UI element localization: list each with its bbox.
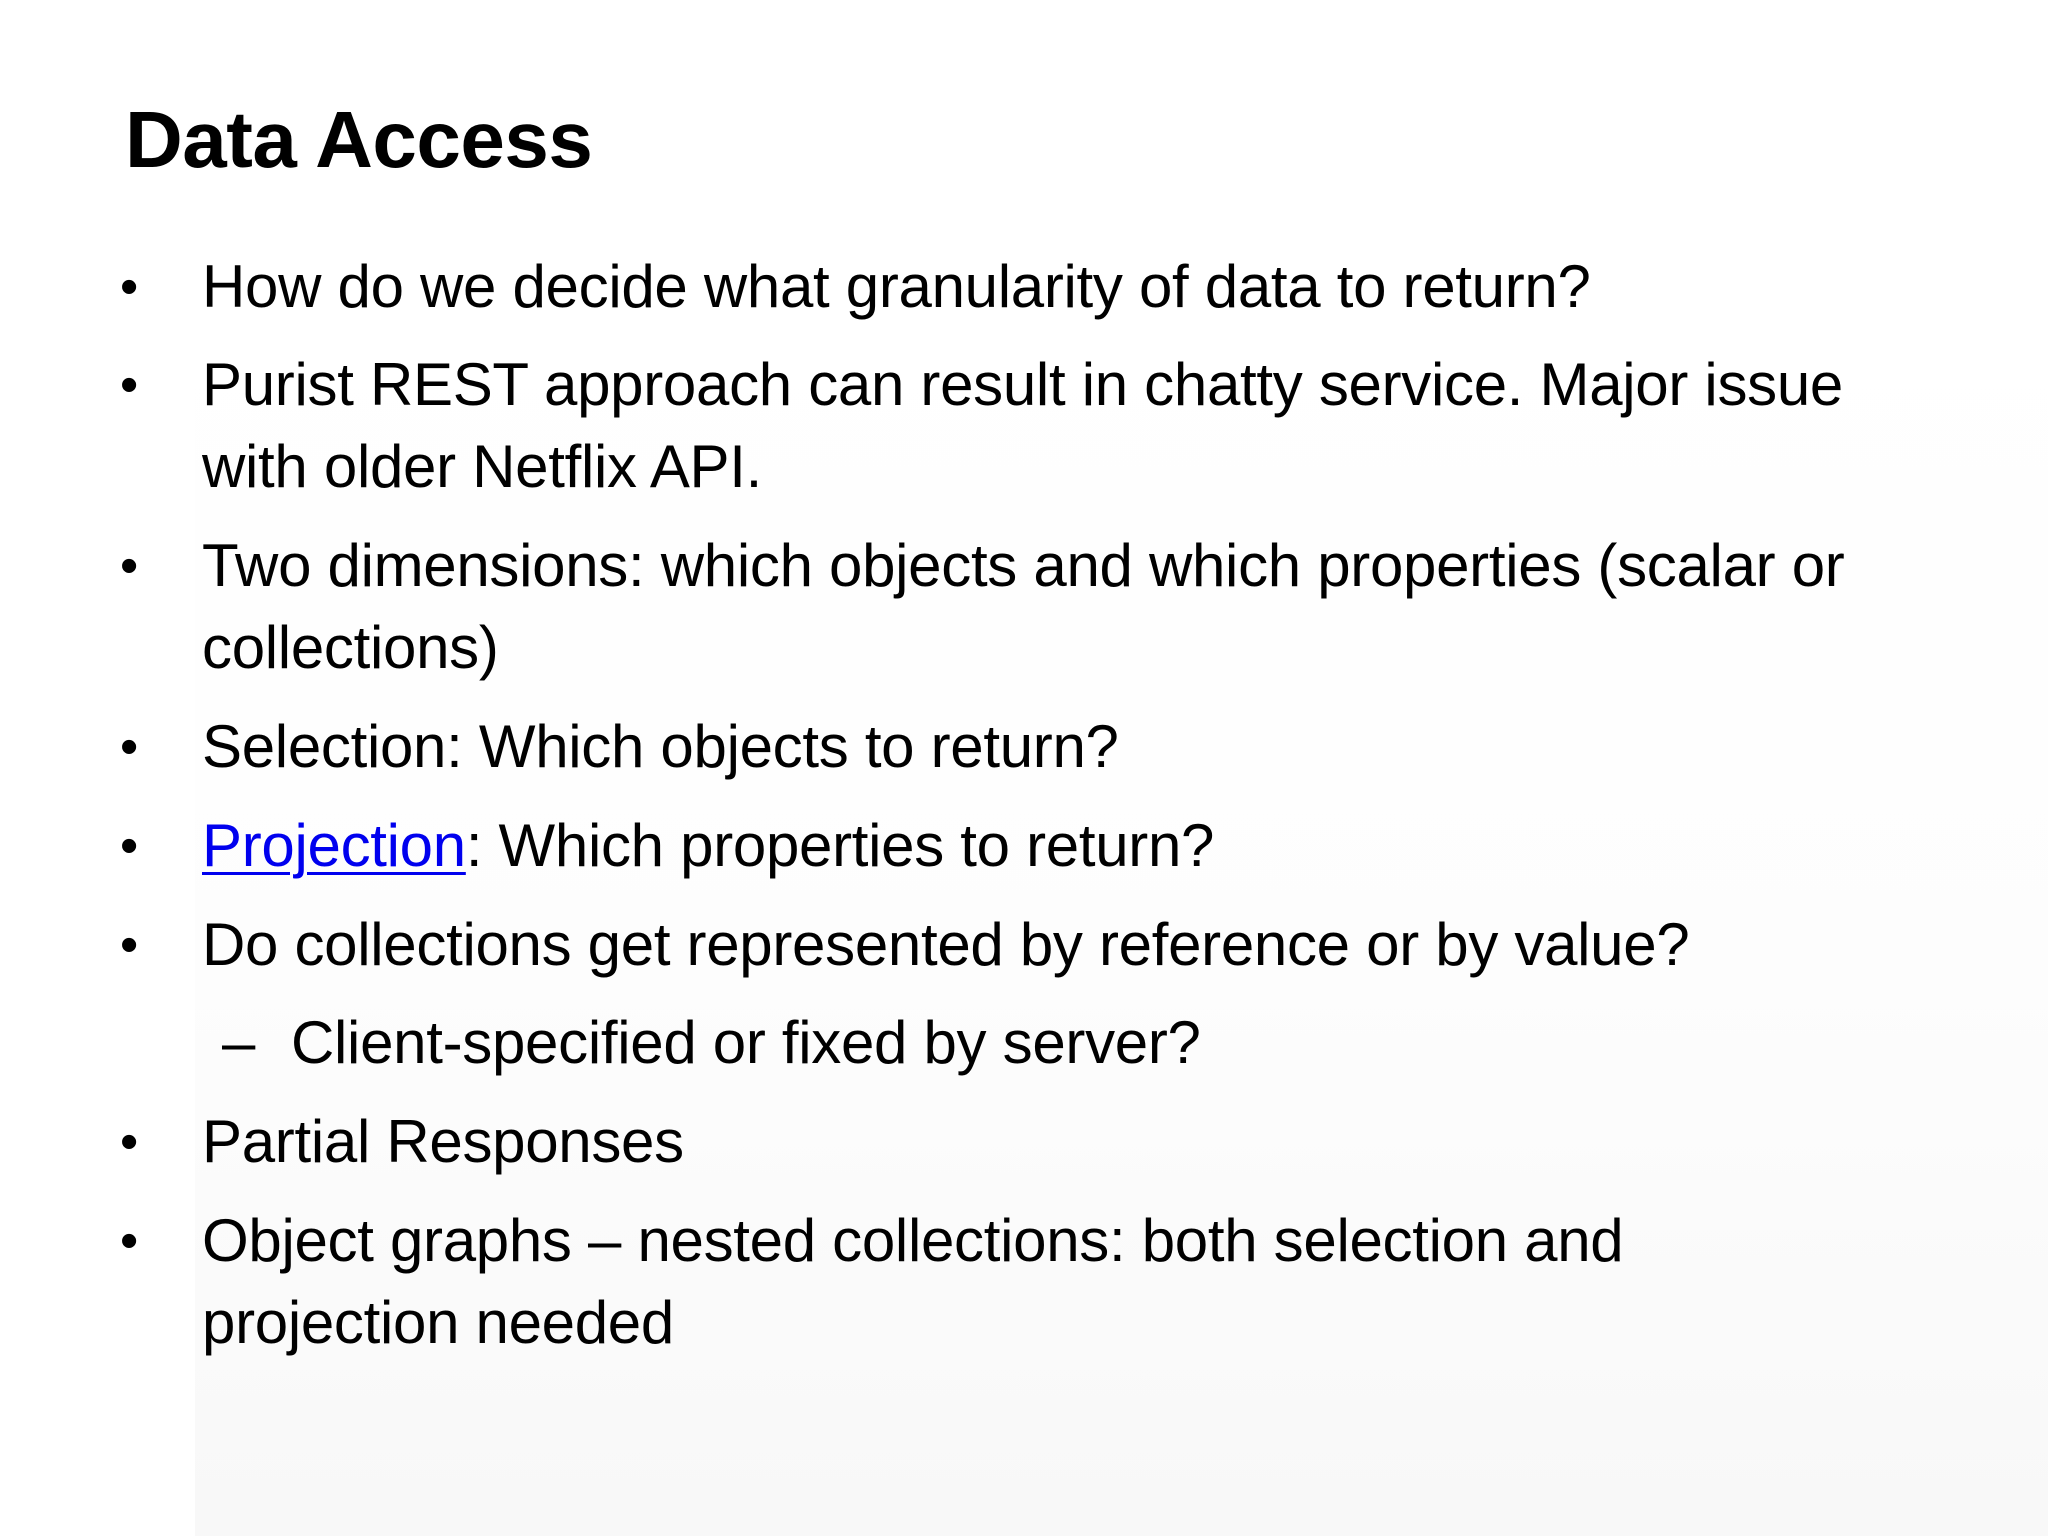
- bullet-marker: •: [120, 537, 139, 595]
- bullet-text: Object graphs – nested collections: both selection and projection needed: [202, 1207, 1624, 1356]
- bullet-marker: •: [120, 1113, 139, 1171]
- bullet-text: Partial Responses: [202, 1108, 684, 1175]
- bullet-text: Selection: Which objects to return?: [202, 713, 1119, 780]
- bullet-marker: •: [120, 356, 139, 414]
- bullet-text: Purist REST approach can result in chatty service. Major issue with older Netflix API.: [202, 351, 1843, 500]
- projection-text: : Which properties to return?: [465, 812, 1215, 879]
- slide-title: Data Access: [125, 95, 593, 184]
- bullet-text: Two dimensions: which objects and which properties (scalar or collections): [202, 532, 1845, 681]
- projection-link[interactable]: Projection: [202, 812, 466, 879]
- bullet-text: [202, 805, 1922, 887]
- bullet-marker: •: [120, 258, 139, 316]
- bullet-text: Do collections get represented by reference or by value?: [202, 911, 1690, 978]
- bullet-marker: •: [120, 817, 139, 875]
- sub-bullet-marker: –: [222, 1009, 256, 1076]
- bullet-marker: •: [120, 718, 139, 776]
- sub-bullet-text: Client-specified or fixed by server?: [291, 1009, 1201, 1076]
- bullet-marker: •: [120, 916, 139, 974]
- bullet-text: How do we decide what granularity of data to return?: [202, 253, 1591, 320]
- bullet-marker: •: [120, 1212, 139, 1270]
